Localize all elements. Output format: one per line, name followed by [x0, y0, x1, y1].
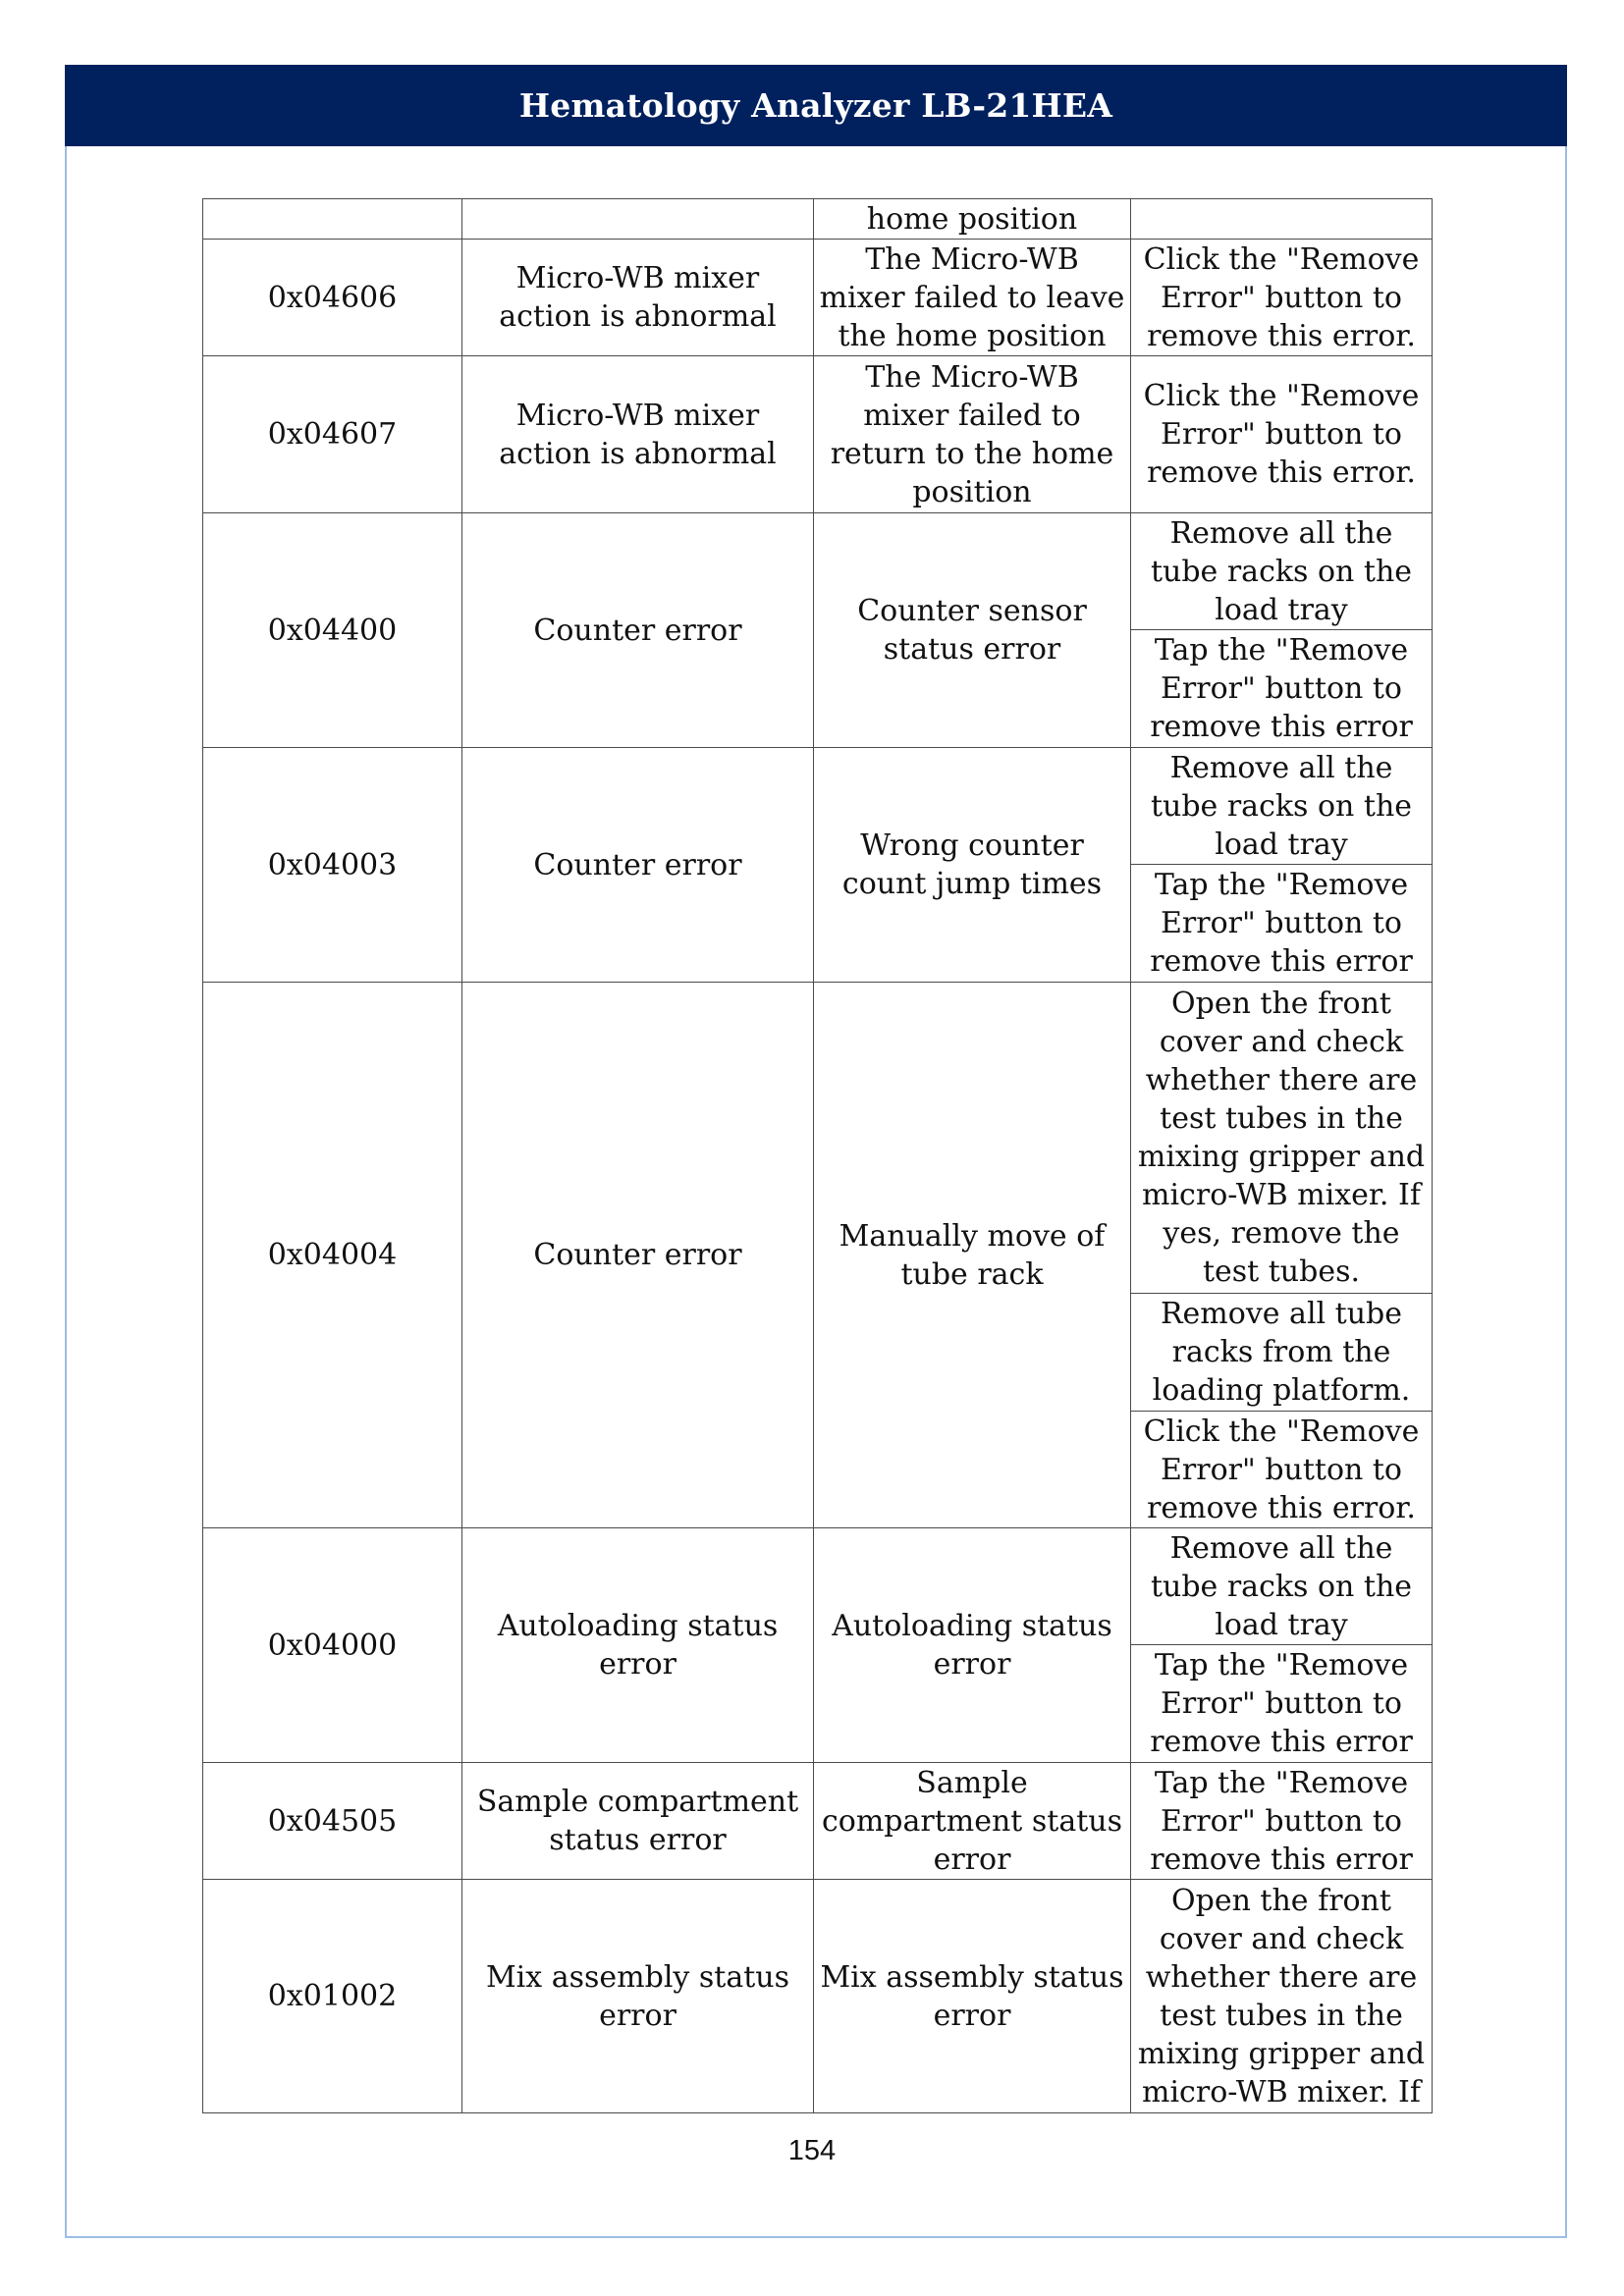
table-row — [203, 513, 1433, 630]
error-name-cell: Micro-WB mixer action is abnormal — [462, 356, 814, 513]
solution-cell: Click the "Remove Error" button to remove this error. — [1131, 356, 1433, 513]
error-name-cell: Counter error — [462, 748, 814, 983]
error-code-table — [202, 198, 1433, 2113]
error-code-cell: 0x04505 — [203, 1763, 462, 1880]
table-row — [203, 199, 1433, 240]
solution-cell: Tap the "Remove Error" button to remove this error — [1131, 630, 1433, 748]
error-cause-cell: The Micro-WB mixer failed to return to the home position — [814, 356, 1131, 513]
table-row — [203, 983, 1433, 1294]
table-row — [203, 356, 1433, 513]
document-header — [65, 65, 1567, 146]
error-cause-cell: The Micro-WB mixer failed to leave the home position — [814, 240, 1131, 356]
error-code-cell: 0x04400 — [203, 513, 462, 748]
solution-cell: Remove all the tube racks on the load tray — [1131, 1528, 1433, 1645]
error-name-cell: Autoloading status error — [462, 1528, 814, 1763]
error-code-cell — [203, 199, 462, 240]
error-name-cell: Counter error — [462, 513, 814, 748]
error-cause-cell: Autoloading status error — [814, 1528, 1131, 1763]
solution-cell: Tap the "Remove Error" button to remove this error — [1131, 865, 1433, 983]
solution-cell: Remove all tube racks from the loading platform. — [1131, 1294, 1433, 1412]
error-code-cell: 0x04607 — [203, 356, 462, 513]
page-number: 154 — [787, 2135, 837, 2166]
error-code-cell: 0x04606 — [203, 240, 462, 356]
error-name-cell: Sample compartment status error — [462, 1763, 814, 1880]
solution-cell: Remove all the tube racks on the load tray — [1131, 748, 1433, 865]
error-code-cell: 0x04004 — [203, 983, 462, 1528]
error-name-cell: Micro-WB mixer action is abnormal — [462, 240, 814, 356]
solution-cell: Remove all the tube racks on the load tray — [1131, 513, 1433, 630]
solution-cell: Open the front cover and check whether there are test tubes in the mixing gripper and micro-WB mixer. If yes, remove the test tubes. — [1131, 983, 1433, 1294]
error-cause-cell: home position — [814, 199, 1131, 240]
table-row — [203, 240, 1433, 356]
error-cause-cell: Mix assembly status error — [814, 1880, 1131, 2113]
error-code-cell: 0x04000 — [203, 1528, 462, 1763]
solution-cell: Tap the "Remove Error" button to remove this error — [1131, 1763, 1433, 1880]
solution-cell — [1131, 199, 1433, 240]
table-row — [203, 1528, 1433, 1645]
document-title: Hematology Analyzer LB-21HEA — [518, 86, 1113, 125]
error-name-cell: Mix assembly status error — [462, 1880, 814, 2113]
error-cause-cell: Manually move of tube rack — [814, 983, 1131, 1528]
solution-cell: Open the front cover and check whether there are test tubes in the mixing gripper and micro-WB mixer. If — [1131, 1880, 1433, 2113]
table-row — [203, 1763, 1433, 1880]
table-row — [203, 1880, 1433, 2113]
error-code-cell: 0x04003 — [203, 748, 462, 983]
error-name-cell: Counter error — [462, 983, 814, 1528]
error-cause-cell: Sample compartment status error — [814, 1763, 1131, 1880]
solution-cell: Tap the "Remove Error" button to remove this error — [1131, 1645, 1433, 1763]
error-cause-cell: Counter sensor status error — [814, 513, 1131, 748]
error-name-cell — [462, 199, 814, 240]
solution-cell: Click the "Remove Error" button to remove this error. — [1131, 240, 1433, 356]
error-cause-cell: Wrong counter count jump times — [814, 748, 1131, 983]
error-code-cell: 0x01002 — [203, 1880, 462, 2113]
solution-cell: Click the "Remove Error" button to remove this error. — [1131, 1412, 1433, 1528]
table-row — [203, 748, 1433, 865]
